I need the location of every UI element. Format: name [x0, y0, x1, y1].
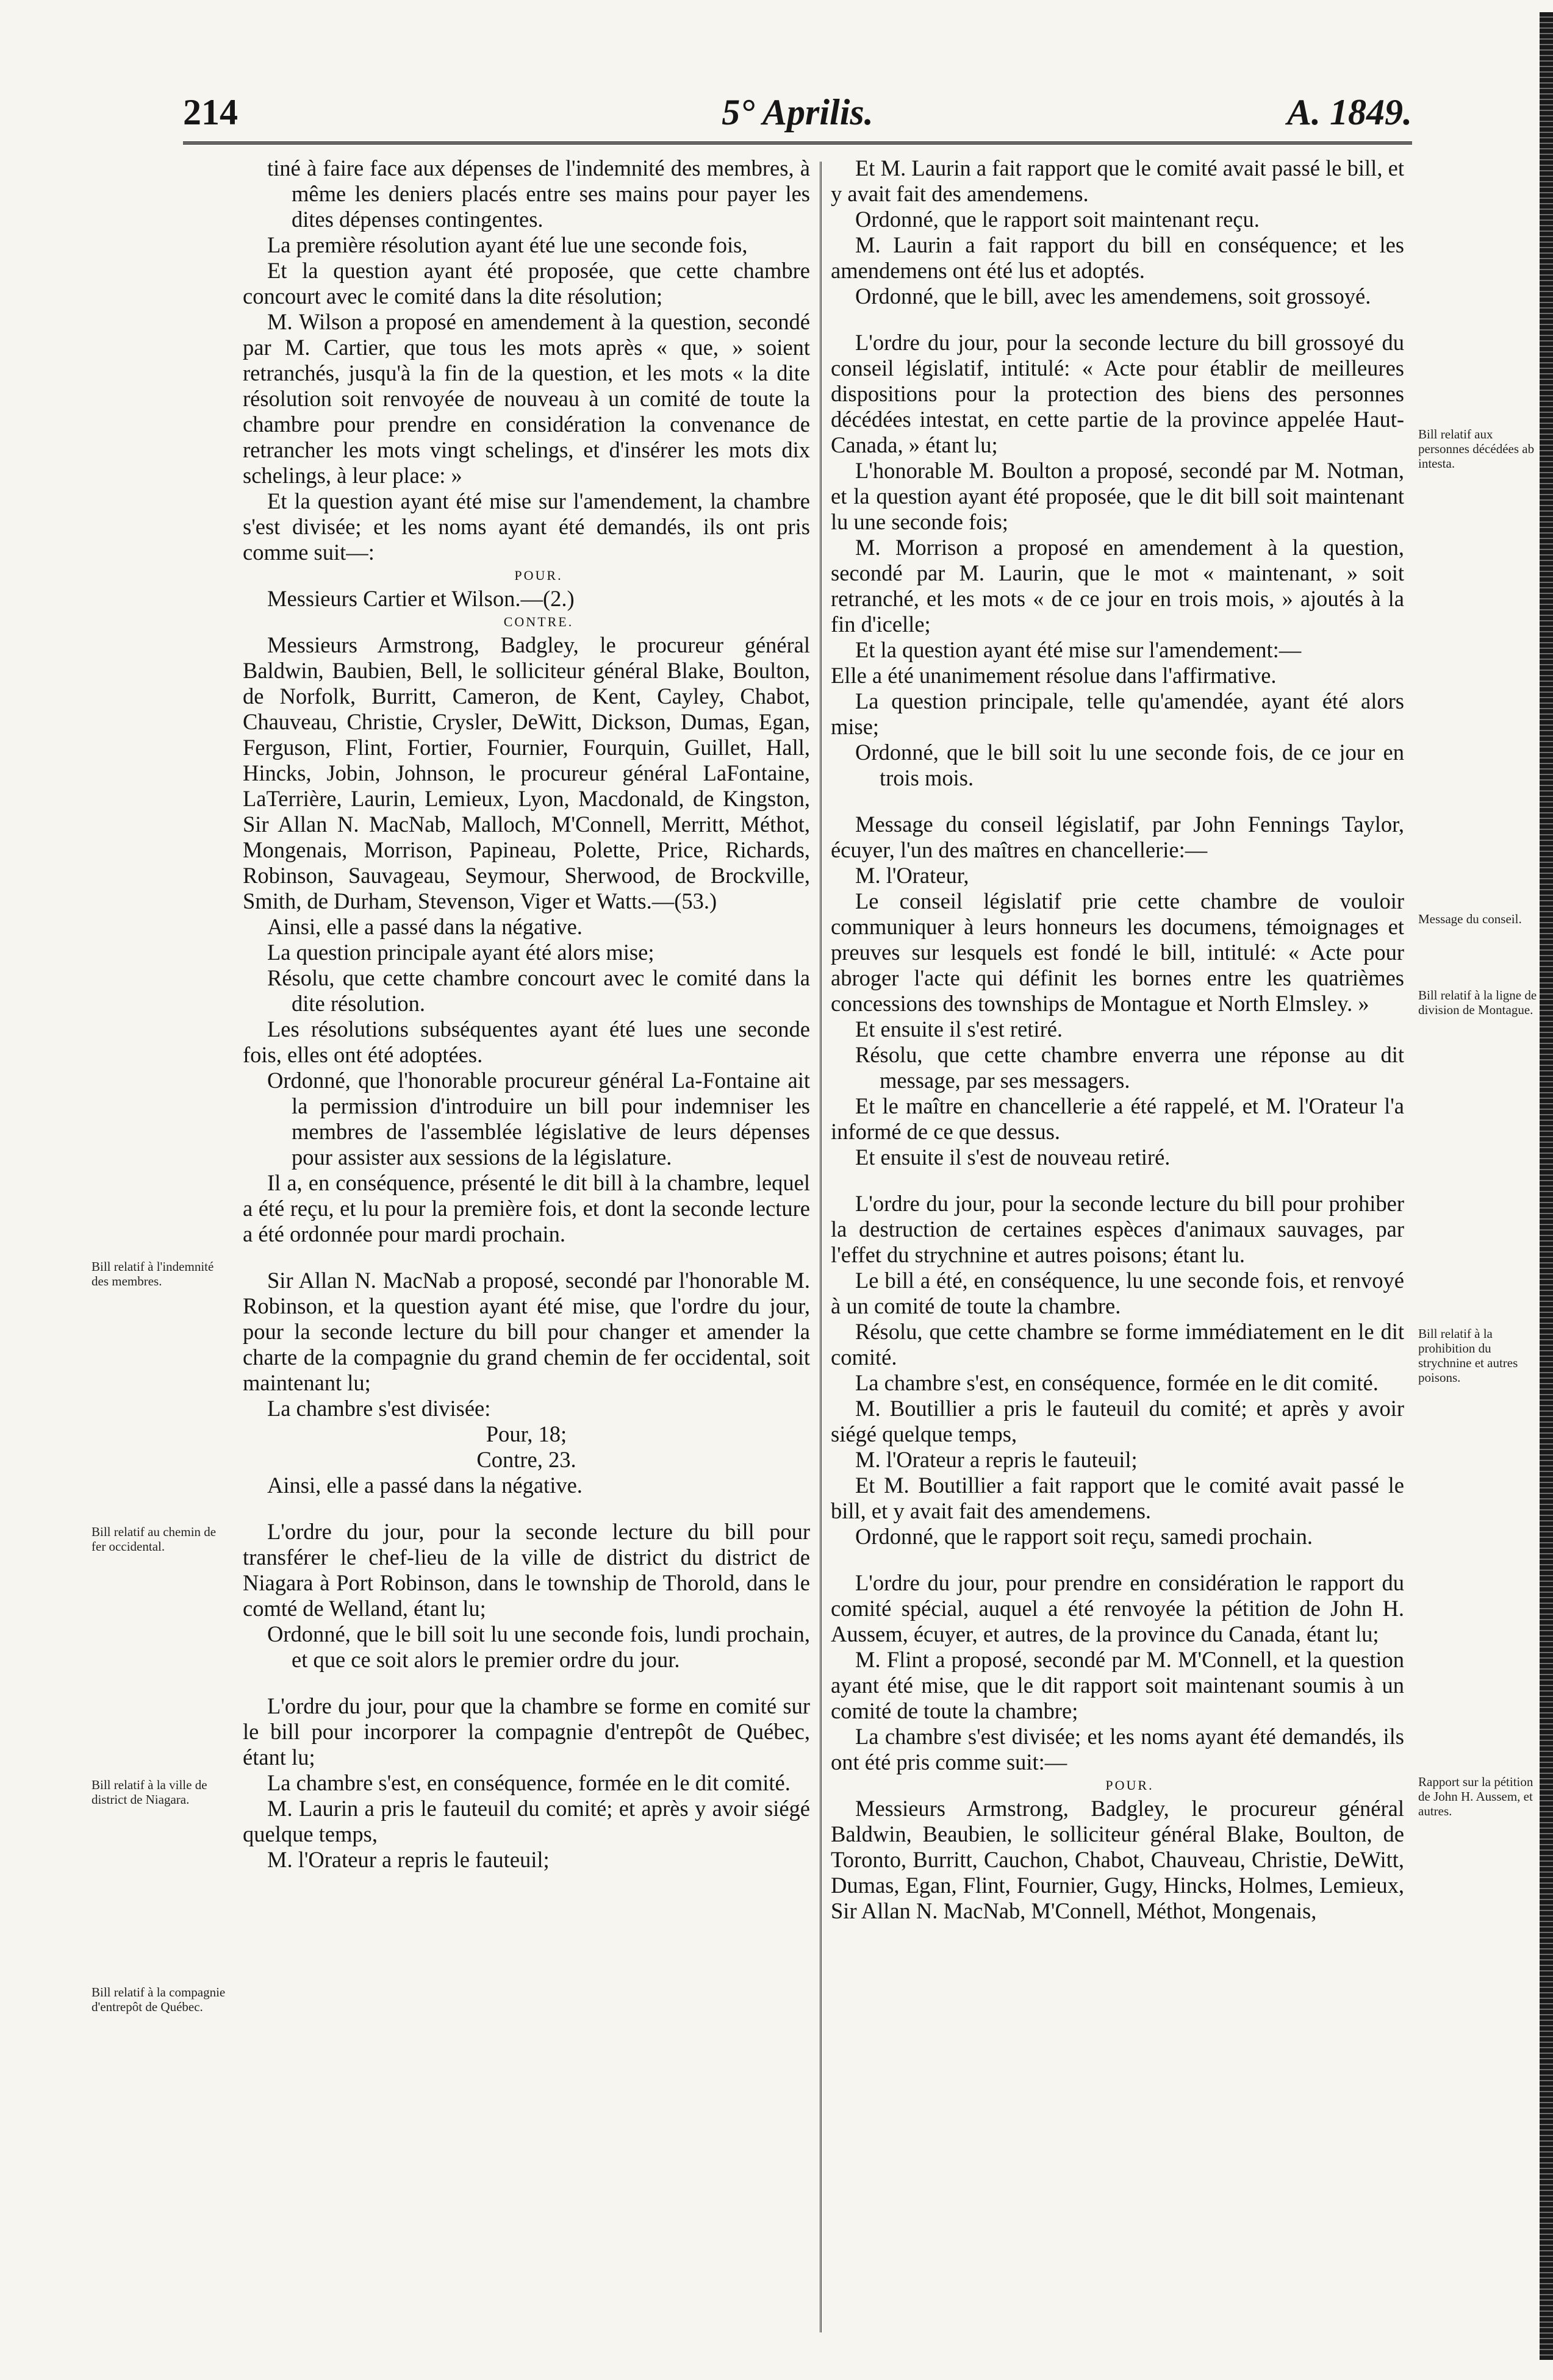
paragraph: M. Boutillier a pris le fauteuil du comité; et après y avoir siégé quelque temps, [831, 1396, 1404, 1446]
vote-names: Messieurs Armstrong, Badgley, le procureur général Baldwin, Baubien, Bell, le solliciteur général Blake, Boulton, de Norfolk, Burritt, Cameron, de Kent, Cayley, Chabot, Chauveau, Christie, Crysler, DeWitt, Dickson, Dumas, Egan, Ferguson, Flint, Fortier, Fournier, Fourquin, Guillet, Hall, Hincks, Jobin, Johnson, le procureur général LaFontaine, LaTerrière, Laurin, Lemieux, Lyon, Macdonald, de Kingston, Sir Allan N. MacNab, Malloch, M'Connell, Merritt, Méthot, Mongenais, Morrison, Papineau, Polette, Price, Richards, Robinson, Sauvageau, Seymour, Sherwood, de Brockville, Smith, de Durham, Stevenson, Viger et Watts.—(53.) [243, 632, 810, 913]
margin-note: Rapport sur la pétition de John H. Aussem, et autres. [1418, 1774, 1533, 1818]
paragraph: L'honorable M. Boulton a proposé, secondé par M. Notman, et la question ayant été proposée, que le dit bill soit maintenant lu une seconde fois; [831, 458, 1404, 534]
paragraph: La question principale, telle qu'amendée, ayant été alors mise; [831, 688, 1404, 739]
paragraph: Sir Allan N. MacNab a proposé, secondé par l'honorable M. Robinson, et la question ayant été mise, que l'ordre du jour, pour la seconde lecture du bill pour changer et amender la charte de la compagnie du grand chemin de fer occidental, soit maintenant lu; [243, 1268, 810, 1395]
paragraph: Résolu, que cette chambre concourt avec le comité dans la dite résolution. [267, 965, 810, 1016]
paragraph: La question principale ayant été alors mise; [267, 940, 655, 965]
right-column [831, 155, 1404, 1924]
paragraph: Et ensuite il s'est de nouveau retiré. [855, 1145, 1171, 1170]
column-divider [820, 162, 822, 2332]
margin-note: Bill relatif à la ville de district de Niagara. [91, 1778, 207, 1807]
paragraph: Ordonné, que le bill soit lu une seconde fois, de ce jour en trois mois. [855, 740, 1404, 790]
vote-heading-pour: POUR. [1105, 1778, 1154, 1793]
paragraph: Ainsi, elle a passé dans la négative. [267, 1473, 583, 1498]
paragraph: M. Morrison a proposé en amendement à la question, secondé par M. Laurin, que le mot « maintenant, » soit retranché, et les mots « de ce jour en trois mois, » ajoutés à la fin d'icelle; [831, 535, 1404, 637]
vote-names: Messieurs Armstrong, Badgley, le procureur général Baldwin, Beaubien, le solliciteur général Blake, Boulton, de Toronto, Burritt, Cauchon, Chabot, Chauveau, Christie, DeWitt, Dumas, Egan, Flint, Fournier, Gugy, Hincks, Holmes, Lemieux, Sir Allan N. MacNab, M'Connell, Méthot, Mongenais, [831, 1796, 1404, 1923]
margin-note: Bill relatif à l'indemnité des membres. [91, 1259, 214, 1288]
vote-heading-contre: CONTRE. [503, 614, 574, 629]
vote-heading-pour: POUR. [514, 568, 563, 583]
paragraph: M. l'Orateur a repris le fauteuil; [267, 1847, 550, 1872]
paragraph: M. Laurin a fait rapport du bill en conséquence; et les amendemens ont été lus et adoptés. [831, 232, 1404, 283]
margin-note: Bill relatif à la prohibition du strychnine et autres poisons. [1418, 1326, 1518, 1385]
paragraph: L'ordre du jour, pour la seconde lecture du bill grossoyé du conseil législatif, intitulé: « Acte pour établir de meilleures dispositions pour la protection des biens des personnes décédées intestat, en cette partie de la province appelée Haut-Canada, » étant lu; [831, 330, 1404, 457]
paragraph: Ordonné, que le rapport soit reçu, samedi prochain. [855, 1524, 1313, 1549]
margin-note: Bill relatif à la ligne de division de Montague. [1418, 988, 1537, 1017]
paragraph: Et M. Boutillier a fait rapport que le comité avait passé le bill, et y avait fait des amendemens. [831, 1473, 1404, 1523]
paragraph: L'ordre du jour, pour la seconde lecture du bill pour transférer le chef-lieu de la ville de district du district de Niagara à Port Robinson, dans le township de Thorold, dans le comté de Welland, étant lu; [243, 1519, 810, 1621]
paragraph: Résolu, que cette chambre enverra une réponse au dit message, par ses messagers. [855, 1042, 1404, 1093]
paragraph: La chambre s'est, en conséquence, formée en le dit comité. [855, 1370, 1379, 1395]
paragraph: Et la question ayant été mise sur l'amendement, la chambre s'est divisée; et les noms ayant été demandés, ils ont pris comme suit—: [243, 488, 810, 565]
margin-note: Message du conseil. [1418, 912, 1522, 926]
paragraph: Et la question ayant été mise sur l'amendement:— [855, 637, 1302, 662]
paragraph: La chambre s'est divisée: [267, 1396, 491, 1421]
paragraph: M. Laurin a pris le fauteuil du comité; et après y avoir siégé quelque temps, [243, 1796, 810, 1846]
paragraph: Le conseil législatif prie cette chambre de vouloir communiquer à leurs honneurs les documens, témoignages et preuves sur lesquels est fondé le bill, intitulé: « Acte pour abroger l'acte qui définit les bornes entre les quatrièmes concessions des townships de Montague et North Elmsley. » [831, 888, 1404, 1016]
page-edge [1540, 12, 1553, 2360]
paragraph: L'ordre du jour, pour la seconde lecture du bill pour prohiber la destruction de certaines espèces d'animaux sauvages, par l'effet du strychnine et autres poisons; étant lu. [831, 1191, 1404, 1267]
vote-count-pour: Pour, 18; [486, 1421, 567, 1446]
paragraph: Résolu, que cette chambre se forme immédiatement en le dit comité. [831, 1319, 1404, 1370]
paragraph: Et M. Laurin a fait rapport que le comité avait passé le bill, et y avait fait des amendemens. [831, 155, 1404, 206]
paragraph: Et le maître en chancellerie a été rappelé, et M. l'Orateur l'a informé de ce que dessus. [831, 1093, 1404, 1144]
paragraph: Et la question ayant été proposée, que cette chambre concourt avec le comité dans la dite résolution; [243, 258, 810, 309]
paragraph: M. Wilson a proposé en amendement à la question, secondé par M. Cartier, que tous les mots après « que, » soient retranchés, jusqu'à la fin de la question, et les mots « la dite résolution soit renvoyée de nouveau à un comité de toute la chambre pour prendre en considération la convenance de retrancher les mots vingt schelings, et d'insérer les mots dix schelings, à leur place: » [243, 309, 810, 488]
paragraph: Les résolutions subséquentes ayant été lues une seconde fois, elles ont été adoptées. [243, 1017, 810, 1067]
margin-note: Bill relatif aux personnes décédées ab intesta. [1418, 427, 1535, 471]
margin-note: Bill relatif au chemin de fer occidental. [91, 1524, 217, 1554]
paragraph: La chambre s'est, en conséquence, formée en le dit comité. [267, 1770, 791, 1795]
vote-count-contre: Contre, 23. [476, 1447, 576, 1472]
paragraph: Ordonné, que l'honorable procureur général La-Fontaine ait la permission d'introduire un bill pour indemniser les membres de l'assemblée législative de leurs dépenses pour assister aux sessions de la législature. [267, 1068, 810, 1170]
paragraph: Elle a été unanimement résolue dans l'affirmative. [831, 663, 1277, 688]
paragraph: M. l'Orateur a repris le fauteuil; [855, 1447, 1138, 1472]
paragraph: tiné à faire face aux dépenses de l'indemnité des membres, à même les deniers placés entre ses mains pour payer les dites dépenses contingentes. [267, 155, 810, 232]
paragraph: Ordonné, que le bill soit lu une seconde fois, lundi prochain, et que ce soit alors le premier ordre du jour. [267, 1621, 810, 1672]
paragraph: L'ordre du jour, pour prendre en considération le rapport du comité spécial, auquel a été renvoyée la pétition de John H. Aussem, écuyer, et autres, de la province du Canada, étant lu; [831, 1570, 1404, 1646]
paragraph: Ordonné, que le rapport soit maintenant reçu. [855, 207, 1260, 232]
paragraph: Et ensuite il s'est retiré. [855, 1017, 1063, 1042]
left-column [243, 155, 810, 1873]
header-rule [183, 141, 1412, 145]
page-year: A. 1849. [1286, 92, 1412, 132]
page-number: 214 [183, 92, 238, 132]
paragraph: Ainsi, elle a passé dans la négative. [267, 914, 583, 939]
page-title: 5° Aprilis. [722, 92, 873, 132]
paragraph: Il a, en conséquence, présenté le dit bill à la chambre, lequel a été reçu, et lu pour la première fois, et dont la seconde lecture a été ordonnée pour mardi prochain. [243, 1170, 810, 1246]
paragraph: La première résolution ayant été lue une seconde fois, [267, 232, 748, 257]
paragraph: Messieurs Cartier et Wilson.—(2.) [267, 586, 575, 611]
page-header [183, 91, 1412, 140]
paragraph: Message du conseil législatif, par John Fennings Taylor, écuyer, l'un des maîtres en chancellerie:— [831, 812, 1404, 862]
paragraph: M. Flint a proposé, secondé par M. M'Connell, et la question ayant été mise, que le dit rapport soit maintenant soumis à un comité de toute la chambre; [831, 1647, 1404, 1723]
paragraph: M. l'Orateur, [855, 863, 969, 888]
paragraph: Le bill a été, en conséquence, lu une seconde fois, et renvoyé à un comité de toute la chambre. [831, 1268, 1404, 1318]
margin-note: Bill relatif à la compagnie d'entrepôt de Québec. [91, 1985, 226, 2014]
paragraph: La chambre s'est divisée; et les noms ayant été demandés, ils ont été pris comme suit:— [831, 1724, 1404, 1774]
paragraph: L'ordre du jour, pour que la chambre se forme en comité sur le bill pour incorporer la compagnie d'entrepôt de Québec, étant lu; [243, 1693, 810, 1770]
paragraph: Ordonné, que le bill, avec les amendemens, soit grossoyé. [855, 284, 1371, 309]
